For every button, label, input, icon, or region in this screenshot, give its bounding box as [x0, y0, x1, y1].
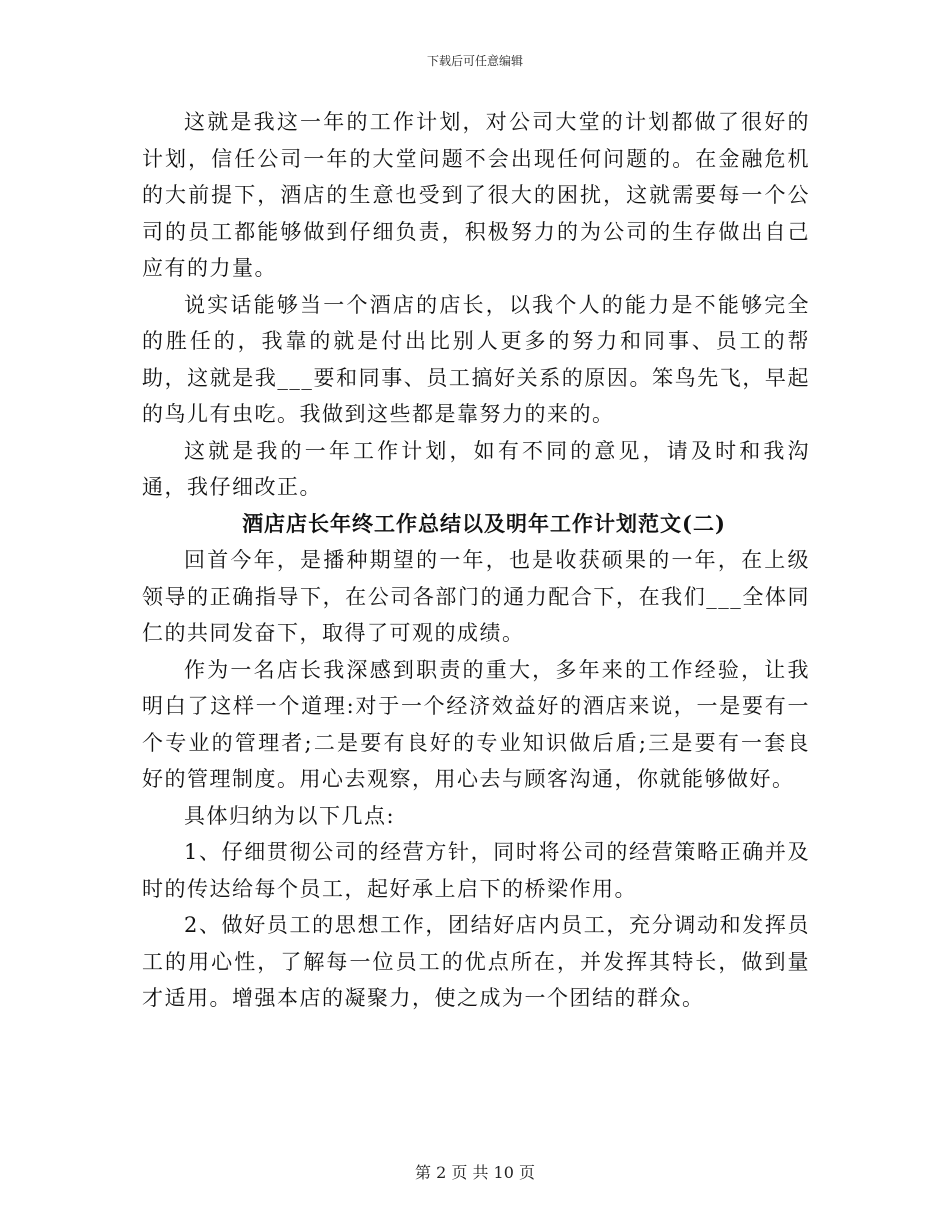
document-body [142, 104, 810, 1017]
list-item-1: 1、仔细贯彻公司的经营方针，同时将公司的经营策略正确并及时的传达给每个员工，起好承上启下的桥梁作用。 [142, 840, 810, 901]
paragraph-closing-note: 这就是我的一年工作计划，如有不同的意见，请及时和我沟通，我仔细改正。 [142, 438, 810, 499]
section-heading: 酒店店长年终工作总结以及明年工作计划范文(二) [242, 510, 726, 536]
paragraph-manager-ability: 说实话能够当一个酒店的店长，以我个人的能力是不能够完全的胜任的，我靠的就是付出比别人更多的努力和同事、员工的帮助，这就是我___要和同事、员工搞好关系的原因。笨鸟先飞，早起的鸟儿有虫吃。我做到这些都是靠努力的来的。 [142, 292, 810, 426]
page-header: 下载后可任意编辑 [426, 54, 523, 68]
paragraph-summary-intro: 具体归纳为以下几点: [184, 803, 396, 828]
paragraph-work-plan-summary: 这就是我这一年的工作计划，对公司大堂的计划都做了很好的计划，信任公司一年的大堂问题不会出现任何问题的。在金融危机的大前提下，酒店的生意也受到了很大的困扰，这就需要每一个公司的员工都能够做到仔细负责，积极努力的为公司的生存做出自己应有的力量。 [142, 110, 810, 280]
page-number: 第 2 页 共 10 页 [415, 1163, 535, 1182]
paragraph-year-review: 回首今年，是播种期望的一年，也是收获硕果的一年，在上级领导的正确指导下，在公司各部门的通力配合下，在我们___全体同仁的共同发奋下，取得了可观的成绩。 [142, 548, 810, 645]
paragraph-manager-responsibility: 作为一名店长我深感到职责的重大，多年来的工作经验，让我明白了这样一个道理:对于一个经济效益好的酒店来说，一是要有一个专业的管理者;二是要有良好的专业知识做后盾;三是要有一套良好的管理制度。用心去观察，用心去与顾客沟通，你就能够做好。 [142, 657, 810, 791]
list-item-2: 2、做好员工的思想工作，团结好店内员工，充分调动和发挥员工的用心性，了解每一位员工的优点所在，并发挥其特长，做到量才适用。增强本店的凝聚力，使之成为一个团结的群众。 [142, 913, 810, 1010]
